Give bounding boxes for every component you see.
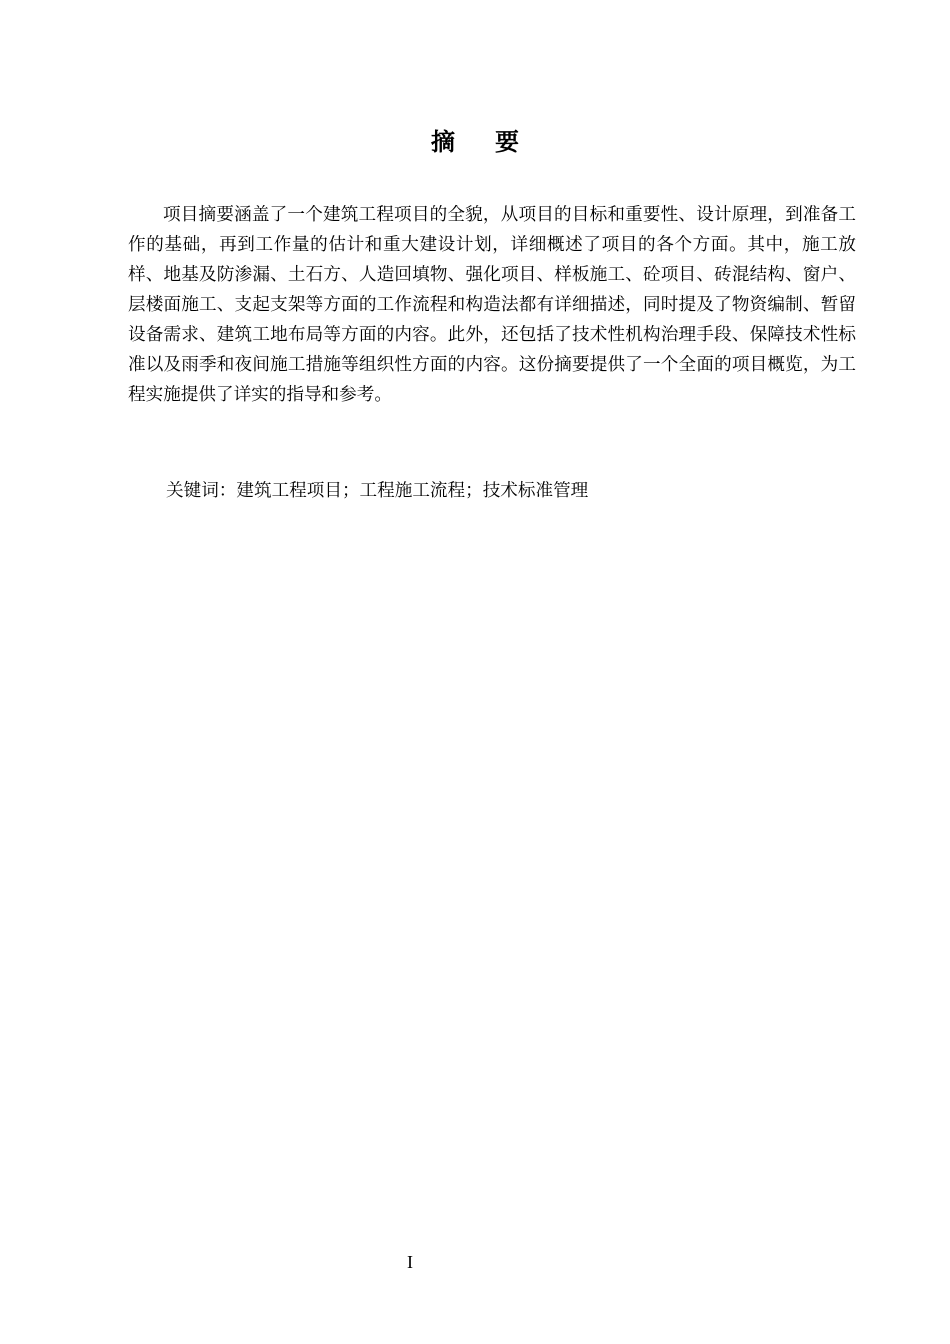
keywords-line [166, 476, 866, 506]
page-number: I [407, 1252, 413, 1272]
abstract-title-part1: 摘 [431, 128, 455, 156]
keywords-label: 关键词： [166, 481, 237, 501]
abstract-title [0, 124, 950, 160]
abstract-title-part2: 要 [495, 128, 519, 156]
abstract-paragraph: 项目摘要涵盖了一个建筑工程项目的全貌，从项目的目标和重要性、设计原理，到准备工作的基础，再到工作量的估计和重大建设计划，详细概述了项目的各个方面。其中，施工放样、地基及防渗漏、土石方、人造回填物、强化项目、样板施工、砼项目、砖混结构、窗户、层楼面施工、支起支架等方面的工作流程和构造法都有详细描述，同时提及了物资编制、暂留设备需求、建筑工地布局等方面的内容。此外，还包括了技术性机构治理手段、保障技术性标准以及雨季和夜间施工措施等组织性方面的内容。这份摘要提供了一个全面的项目概览，为工程实施提供了详实的指导和参考。 [128, 205, 856, 405]
keywords-items: 建筑工程项目；工程施工流程；技术标准管理 [236, 481, 589, 501]
